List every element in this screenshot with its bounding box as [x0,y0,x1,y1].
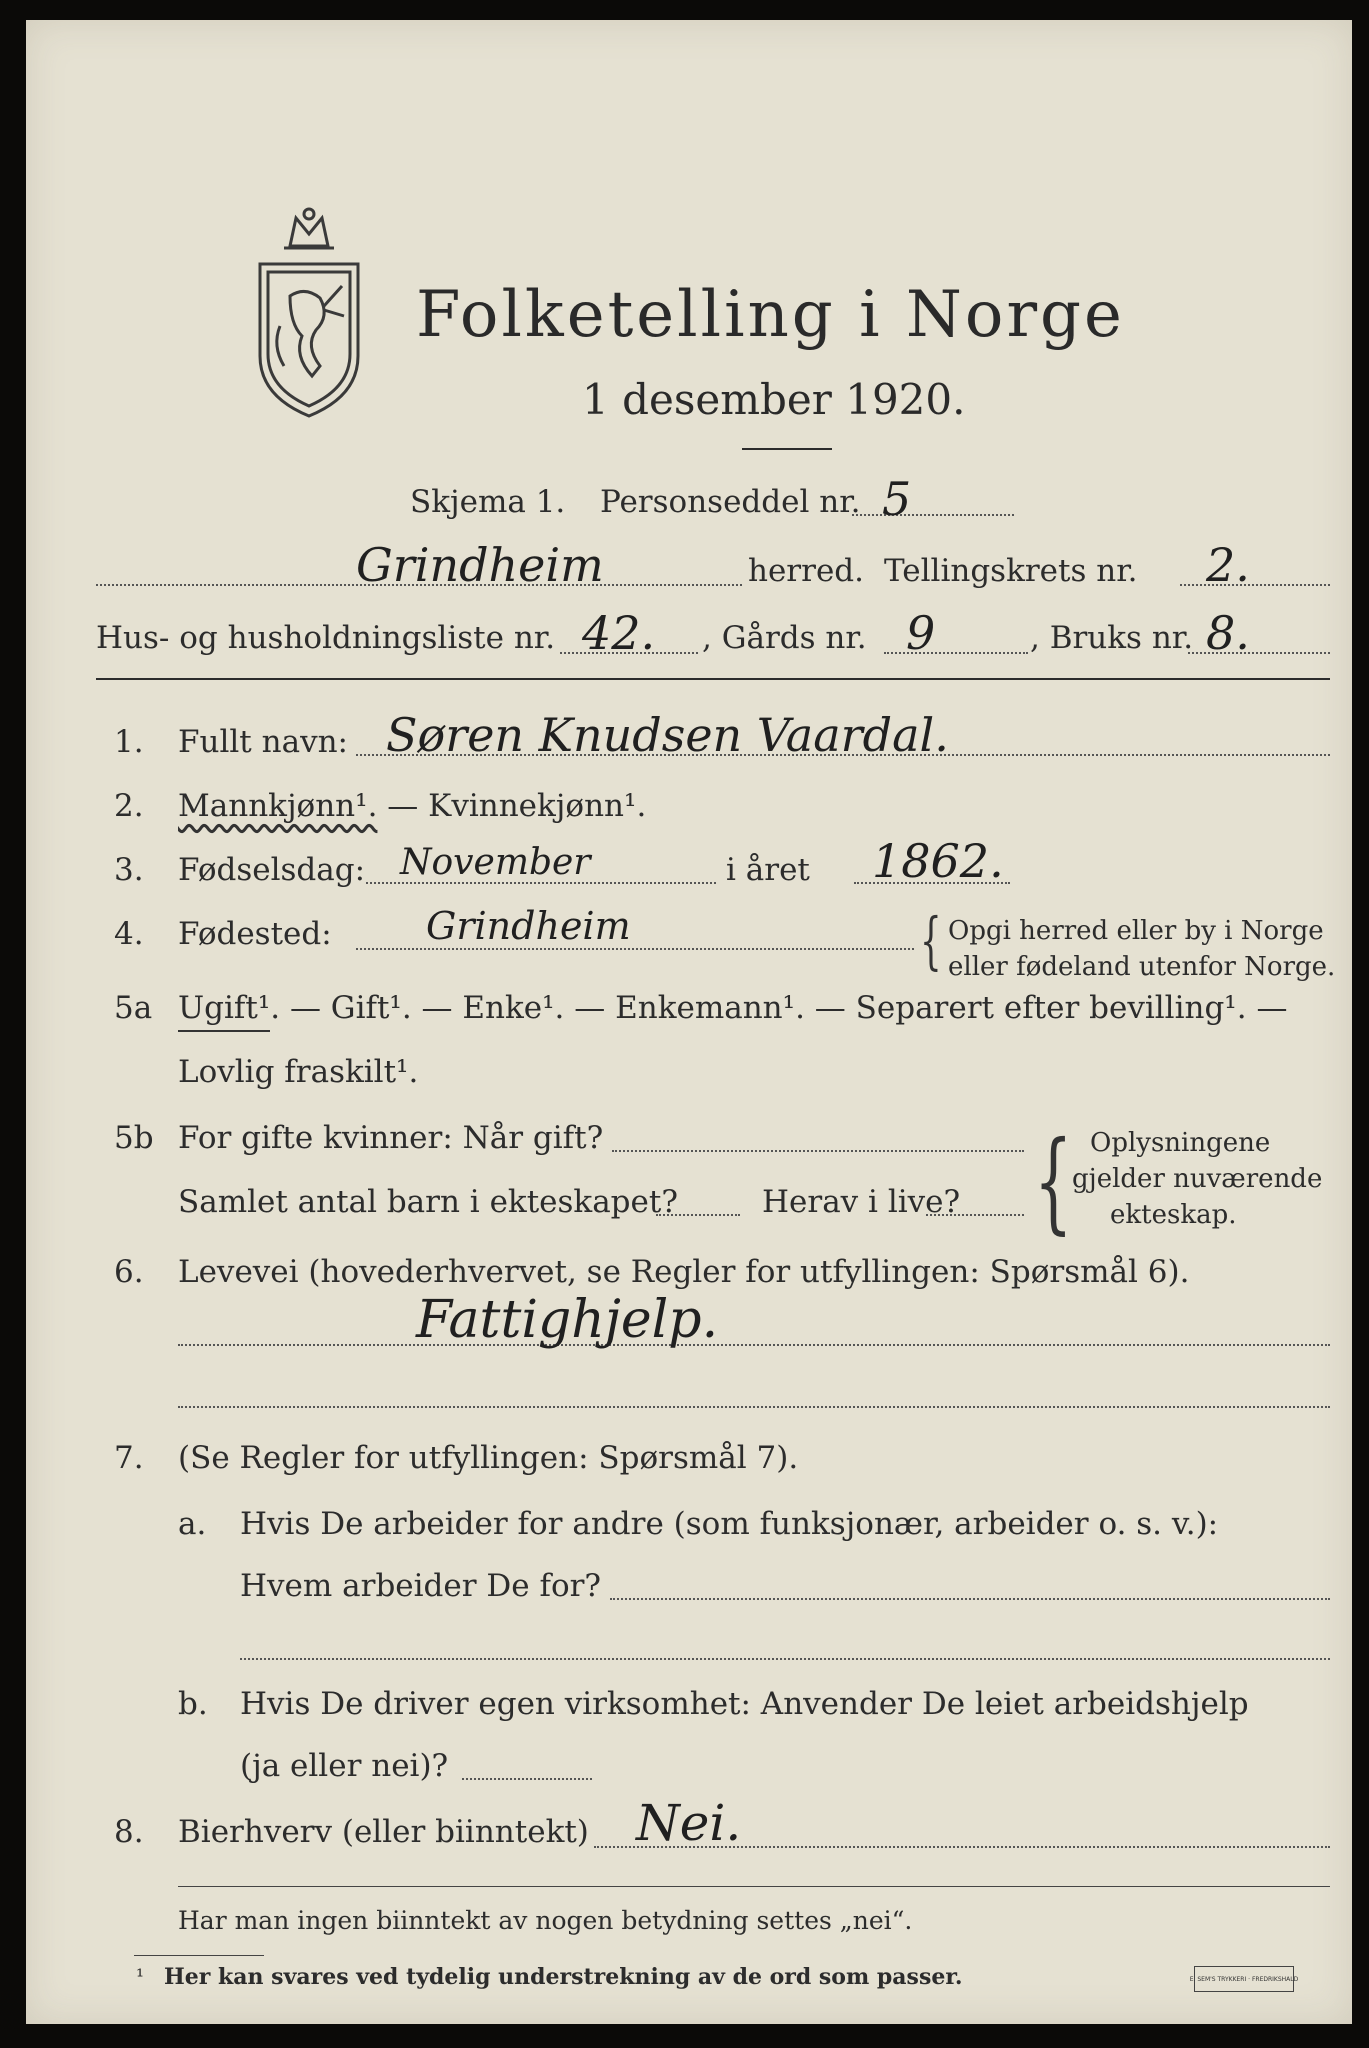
footer-divider [178,1886,1330,1887]
q7a-letter: a. [178,1506,207,1542]
occupation-field[interactable] [178,1344,1330,1346]
q6-number: 6. [114,1254,144,1290]
printer-stamp [1189,1966,1299,1992]
birthday-value: November [400,842,591,883]
side-income-value: Nei. [636,1794,742,1852]
married-when-field[interactable] [612,1150,1024,1152]
male-label: Mannkjønn¹. [178,788,378,824]
form-date: 1 desember 1920. [582,375,966,424]
bruks-value: 8. [1206,606,1250,660]
ugift-underline [178,1030,270,1032]
q1-label: Fullt navn: [178,724,348,760]
census-form-page [26,20,1352,2024]
children-total-field[interactable] [656,1214,740,1216]
q2-male-option[interactable] [178,788,646,824]
q1-number: 1. [114,724,144,760]
q4-brace: { [920,904,942,977]
birth-year-value: 1862. [872,834,1004,888]
year-label: i året [726,852,810,888]
q4-label: Fødested: [178,916,332,952]
occupation-value: Fattighjelp. [416,1290,719,1350]
q4-note-2: eller fødeland utenfor Norge. [948,952,1336,982]
occupation-field-2[interactable] [178,1406,1330,1408]
q7a-line-2: Hvem arbeider De for? [240,1568,602,1604]
q5b-note-2: gjelder nuværende [1072,1164,1323,1194]
printer-text: E. SEM'S TRYKKERI · FREDRIKSHALD [1189,1975,1299,1983]
personseddel-label: Personseddel nr. [600,484,861,520]
marital-status-options[interactable]: Ugift¹. — Gift¹. — Enke¹. — Enkemann¹. — Separert efter bevilling¹. — [178,990,1288,1026]
marital-status-divorced[interactable]: Lovlig fraskilt¹. [178,1054,419,1090]
q7-number: 7. [114,1440,144,1476]
sex-separator: — [377,788,429,824]
q4-note-1: Opgi herred eller by i Norge [948,916,1324,946]
footnote: Her kan svares ved tydelig understrekning av de ord som passer. [164,1964,963,1990]
q5b-children-label: Samlet antal barn i ekteskapet? [178,1184,678,1220]
title-divider [742,448,832,450]
tellingskrets-field[interactable] [1180,584,1330,586]
q7b-line-1: Hvis De driver egen virksomhet: Anvender De leiet arbeidshjelp [240,1686,1249,1722]
tellingskrets-value: 2. [1206,538,1250,592]
children-alive-field[interactable] [926,1214,1024,1216]
gards-value: 9 [906,606,936,660]
footer-note: Har man ingen biinntekt av nogen betydning settes „nei“. [178,1906,913,1935]
footnote-divider [134,1955,264,1956]
q5b-number: 5b [114,1120,154,1156]
personseddel-value: 5 [882,472,912,526]
hus-label: Hus- og husholdningsliste nr. [96,620,556,656]
q5a-number: 5a [114,990,153,1026]
q4-number: 4. [114,916,144,952]
q5b-note-3: ekteskap. [1110,1200,1237,1230]
q7a-line-1: Hvis De arbeider for andre (som funksjonær, arbeider o. s. v.): [240,1506,1219,1542]
q5b-alive-label: Herav i live? [762,1184,961,1220]
q8-number: 8. [114,1814,144,1850]
birthplace-value: Grindheim [426,904,631,948]
employer-field[interactable] [610,1598,1330,1600]
coat-of-arms-icon [250,206,368,426]
tellingskrets-label: Tellingskrets nr. [884,553,1138,589]
q8-label: Bierhverv (eller biinntekt) [178,1814,589,1850]
q7-label: (Se Regler for utfyllingen: Spørsmål 7). [178,1440,799,1476]
q7b-line-2: (ja eller nei)? [240,1748,449,1784]
footnote-mark: ¹ [136,1964,145,1988]
employer-field-2[interactable] [240,1658,1330,1660]
gards-label: , Gårds nr. [702,620,867,656]
hired-help-field[interactable] [462,1778,592,1780]
herred-value: Grindheim [356,538,604,592]
q6-label: Levevei (hovederhvervet, se Regler for utfyllingen: Spørsmål 6). [178,1254,1190,1290]
birthplace-field[interactable] [356,948,914,950]
q7b-letter: b. [178,1686,208,1722]
hus-value: 42. [582,606,656,660]
full-name-value: Søren Knudsen Vaardal. [386,708,949,762]
q5b-brace: { [1034,1117,1073,1245]
q3-number: 3. [114,852,144,888]
bruks-label: , Bruks nr. [1030,620,1194,656]
q3-label: Fødselsdag: [178,852,366,888]
q5b-line-1: For gifte kvinner: Når gift? [178,1120,604,1156]
q2-number: 2. [114,788,144,824]
herred-label: herred. [748,553,864,589]
skjema-label: Skjema 1. [410,484,566,520]
q5b-note-1: Oplysningene [1090,1128,1271,1158]
female-label: Kvinnekjønn¹. [428,788,647,824]
form-title: Folketelling i Norge [416,278,1125,352]
personseddel-field[interactable] [852,514,1014,516]
header-divider [96,678,1330,680]
